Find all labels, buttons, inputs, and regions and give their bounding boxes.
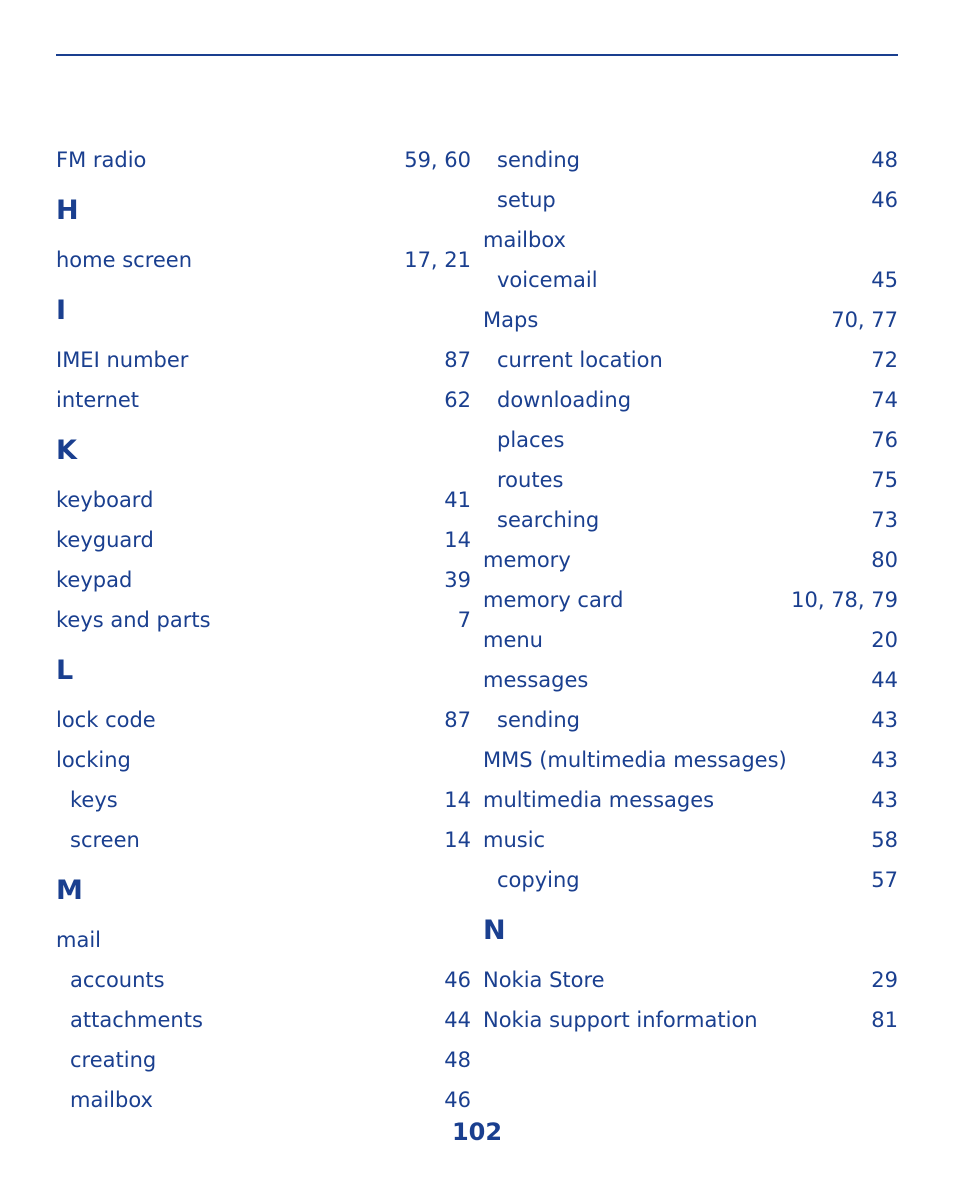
index-term: current location (497, 348, 663, 372)
index-entry (56, 560, 471, 600)
index-page-refs: 74 (871, 388, 898, 412)
index-term: home screen (56, 248, 193, 272)
index-term: FM radio (56, 148, 147, 172)
index-page-refs: 44 (871, 668, 898, 692)
index-page-refs: 80 (871, 548, 898, 572)
index-term: keys (70, 788, 118, 812)
index-entry (56, 600, 471, 640)
index-term: setup (497, 188, 556, 212)
index-term: IMEI number (56, 348, 189, 372)
index-page-refs: 46 (871, 188, 898, 212)
index-page-refs: 20 (871, 628, 898, 652)
index-term: internet (56, 388, 140, 412)
index-entry (483, 740, 898, 780)
index-entry (483, 960, 898, 1000)
index-subentry (483, 180, 898, 220)
index-subentry (483, 420, 898, 460)
index-subentry (56, 1000, 471, 1040)
index-term: screen (70, 828, 140, 852)
index-page-refs: 43 (871, 788, 898, 812)
index-term: mail (56, 928, 101, 952)
index-page-refs: 10, 78, 79 (791, 588, 898, 612)
index-subentry (56, 1080, 471, 1120)
index-term: sending (497, 708, 580, 732)
index-page-refs: 62 (444, 388, 471, 412)
index-page-refs: 73 (871, 508, 898, 532)
index-entry (56, 340, 471, 380)
index-page-refs: 14 (444, 788, 471, 812)
index-subentry (483, 500, 898, 540)
index-page-refs: 14 (444, 828, 471, 852)
index-subentry (483, 340, 898, 380)
index-term: music (483, 828, 546, 852)
index-term: lock code (56, 708, 156, 732)
index-entry (56, 480, 471, 520)
index-entry (56, 520, 471, 560)
index-entry (483, 660, 898, 700)
index-term: mailbox (483, 228, 566, 252)
index-subentry (56, 960, 471, 1000)
index-entry (56, 740, 471, 780)
index-term: multimedia messages (483, 788, 715, 812)
index-term: keyboard (56, 488, 154, 512)
index-page-refs: 81 (871, 1008, 898, 1032)
index-page-refs: 48 (444, 1048, 471, 1072)
index-entry (483, 620, 898, 660)
index-page-refs: 58 (871, 828, 898, 852)
index-entry (56, 920, 471, 960)
index-section-letter: K (56, 434, 77, 466)
index-term: downloading (497, 388, 632, 412)
index-entry (56, 240, 471, 280)
index-term: voicemail (497, 268, 598, 292)
page-number: 102 (451, 1118, 503, 1146)
index-entry (56, 140, 471, 180)
index-term: copying (497, 868, 580, 892)
index-page-refs: 43 (871, 748, 898, 772)
index-page-refs: 72 (871, 348, 898, 372)
index-page-refs: 39 (444, 568, 471, 592)
index-term: accounts (70, 968, 165, 992)
index-term: keys and parts (56, 608, 211, 632)
index-term: places (497, 428, 565, 452)
index-entry (56, 700, 471, 740)
index-term: searching (497, 508, 600, 532)
index-subentry (483, 260, 898, 300)
index-term: locking (56, 748, 131, 772)
index-term: creating (70, 1048, 157, 1072)
index-entry (483, 580, 898, 620)
index-page-refs: 87 (444, 348, 471, 372)
index-section-letter: L (56, 654, 74, 686)
index-page-refs: 57 (871, 868, 898, 892)
index-page-refs: 41 (444, 488, 471, 512)
index-term: Nokia Store (483, 968, 605, 992)
index-subentry (56, 1040, 471, 1080)
index-term: messages (483, 668, 589, 692)
index-subentry (483, 380, 898, 420)
index-page-refs: 45 (871, 268, 898, 292)
index-term: mailbox (70, 1088, 153, 1112)
index-entry (483, 1000, 898, 1040)
index-page-refs: 7 (457, 608, 471, 632)
index-entry (483, 820, 898, 860)
index-entry (483, 540, 898, 580)
index-subentry (56, 820, 471, 860)
index-term: menu (483, 628, 543, 652)
index-subentry (483, 860, 898, 900)
index-page-refs: 14 (444, 528, 471, 552)
index-term: sending (497, 148, 580, 172)
index-term: keyguard (56, 528, 154, 552)
index-page-refs: 75 (871, 468, 898, 492)
index-page-refs: 46 (444, 1088, 471, 1112)
index-term: memory card (483, 588, 624, 612)
index-term: routes (497, 468, 564, 492)
index-subentry (483, 460, 898, 500)
index-term: Nokia support information (483, 1008, 758, 1032)
index-section-letter: H (56, 194, 79, 226)
index-page-refs: 87 (444, 708, 471, 732)
index-column-right (483, 140, 898, 1040)
index-entry (483, 780, 898, 820)
index-page-refs: 44 (444, 1008, 471, 1032)
index-page-refs: 29 (871, 968, 898, 992)
index-page-refs: 43 (871, 708, 898, 732)
index-page-refs: 17, 21 (404, 248, 471, 272)
index-term: memory (483, 548, 571, 572)
index-page-refs: 70, 77 (831, 308, 898, 332)
index-subentry (483, 140, 898, 180)
index-column-left (56, 140, 471, 1120)
index-entry (483, 220, 898, 260)
index-section-letter: N (483, 914, 506, 946)
index-subentry (56, 780, 471, 820)
index-entry (56, 380, 471, 420)
index-term: MMS (multimedia messages) (483, 748, 787, 772)
index-page-refs: 48 (871, 148, 898, 172)
index-page-refs: 76 (871, 428, 898, 452)
index-page-refs: 59, 60 (404, 148, 471, 172)
index-page-refs: 46 (444, 968, 471, 992)
index-term: attachments (70, 1008, 203, 1032)
header-rule (56, 54, 898, 56)
index-term: Maps (483, 308, 539, 332)
index-subentry (483, 700, 898, 740)
index-term: keypad (56, 568, 133, 592)
index-section-letter: M (56, 874, 83, 906)
index-section-letter: I (56, 294, 67, 326)
index-entry (483, 300, 898, 340)
